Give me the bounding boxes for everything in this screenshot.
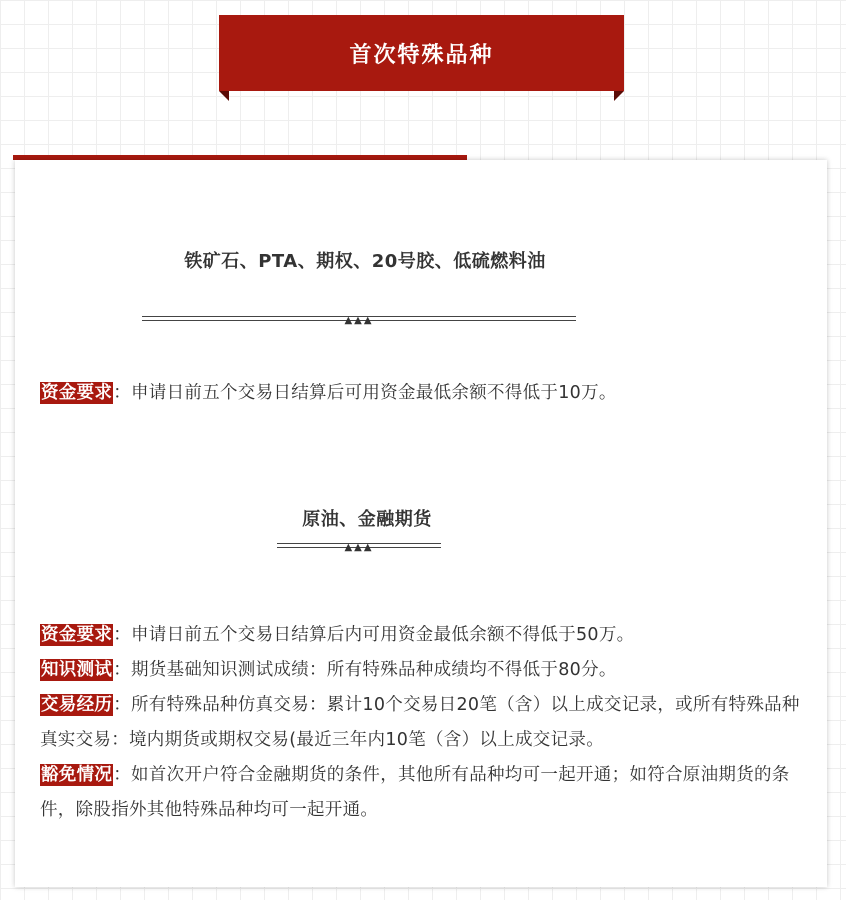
item-text: ：申请日前五个交易日结算后内可用资金最低余额不得低于50万。 xyxy=(113,625,635,645)
section1-ornament: ▲▲▲ xyxy=(344,315,374,326)
section2-paragraph xyxy=(40,618,808,828)
item-text: ：申请日前五个交易日结算后可用资金最低余额不得低于10万。 xyxy=(113,383,617,403)
tag-label: 资金要求 xyxy=(41,625,113,645)
tag-label: 知识测试 xyxy=(41,660,113,680)
item-text: ：如首次开户符合金融期货的条件，其他所有品种均可一起开通；如符合原油期货的条件，除股指外其他特殊品种均可一起开通。 xyxy=(40,765,790,820)
section2-heading: 原油、金融期货 xyxy=(302,509,432,530)
banner-title: 首次特殊品种 xyxy=(219,15,624,91)
content-card xyxy=(15,160,827,887)
section1-heading: 铁矿石、PTA、期权、20号胶、低硫燃料油 xyxy=(184,251,546,272)
tag-label: 资金要求 xyxy=(41,383,113,403)
item-text: ：所有特殊品种仿真交易：累计10个交易日20笔（含）以上成交记录，或所有特殊品种真实交易：境内期货或期权交易(最近三年内10笔（含）以上成交记录。 xyxy=(40,695,800,750)
tag-label: 豁免情况 xyxy=(41,765,113,785)
tag-label: 交易经历 xyxy=(41,695,113,715)
banner-fold-right xyxy=(614,91,624,101)
item-text: ：期货基础知识测试成绩：所有特殊品种成绩均不得低于80分。 xyxy=(113,660,617,680)
section2-ornament: ▲▲▲ xyxy=(344,542,374,553)
banner-fold-left xyxy=(219,91,229,101)
section1-paragraph xyxy=(40,376,808,411)
